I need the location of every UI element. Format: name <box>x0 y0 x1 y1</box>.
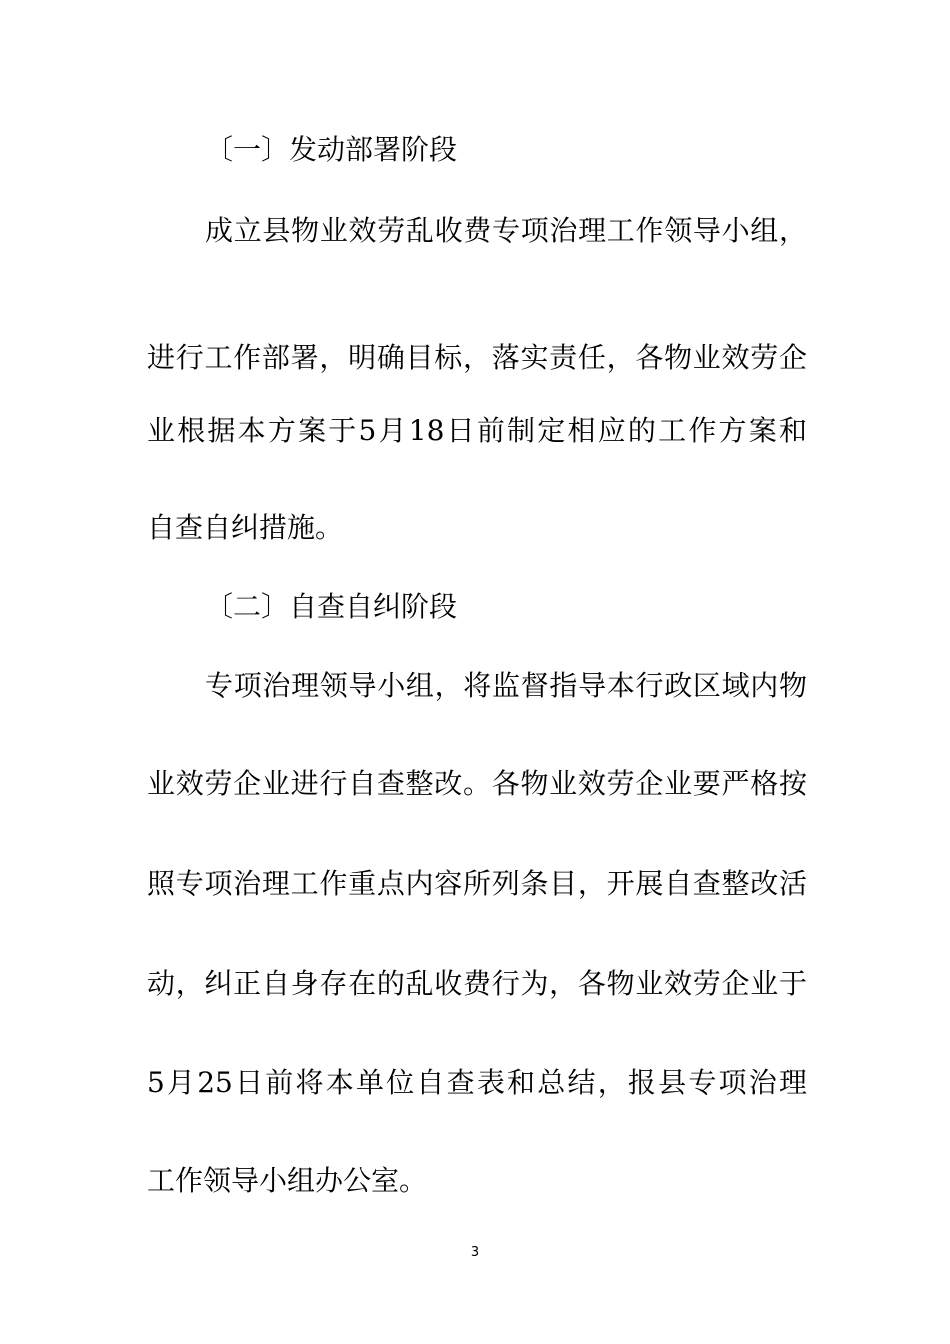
paragraph-line: 动，纠正自身存在的乱收费行为，各物业效劳企业于 <box>147 967 807 1000</box>
paragraph-line: 专项治理领导小组，将监督指导本行政区域内物 <box>205 669 807 702</box>
paragraph-line: 5月25日前将本单位自查表和总结，报县专项治理 <box>147 1066 807 1099</box>
paragraph-line: 自查自纠措施。 <box>147 511 344 544</box>
paragraph-line: 工作领导小组办公室。 <box>147 1164 428 1197</box>
paragraph-line: 进行工作部署，明确目标，落实责任，各物业效劳企 <box>147 341 807 374</box>
section-heading-1: 〔一〕发动部署阶段 <box>205 133 458 166</box>
page-number: 3 <box>470 1245 480 1260</box>
paragraph-line: 业根据本方案于5月18日前制定相应的工作方案和 <box>147 414 807 447</box>
paragraph-line: 成立县物业效劳乱收费专项治理工作领导小组， <box>205 214 807 247</box>
paragraph-line: 业效劳企业进行自查整改。各物业效劳企业要严格按 <box>147 767 807 800</box>
section-heading-2: 〔二〕自查自纠阶段 <box>205 590 458 623</box>
paragraph-line: 照专项治理工作重点内容所列条目，开展自查整改活 <box>147 867 807 900</box>
